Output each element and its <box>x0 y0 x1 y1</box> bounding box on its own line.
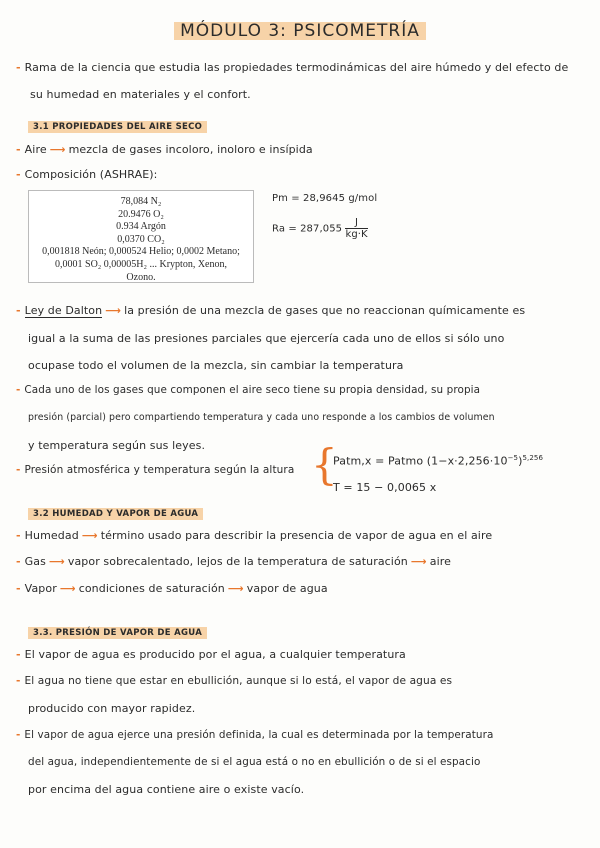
gases-line-1: - Cada uno de los gases que componen el aire seco tiene su propia densidad, su propia <box>16 384 481 396</box>
intro-line-2: su humedad en materiales y el confort. <box>30 88 251 101</box>
composition-line: 0,0370 CO₂ <box>117 233 165 245</box>
bullet-dash: - <box>16 648 21 661</box>
bullet-dash: - <box>16 529 21 542</box>
gas-constant: Ra = 287,055 $\frac{J}{kg\cdot K}$ <box>272 217 368 240</box>
arrow-icon: ⟶ <box>81 529 98 542</box>
gases-line-3: y temperatura según sus leyes. <box>28 439 206 452</box>
dalton-line-1: - Ley de Dalton ⟶ la presión de una mezcla de gases que no reaccionan químicamente es <box>16 304 526 317</box>
gas-definition: - Gas ⟶ vapor sobrecalentado, lejos de la temperatura de saturación ⟶ aire <box>16 555 451 568</box>
composition-line: 0.934 Argón <box>116 221 166 233</box>
bullet-dash: - <box>16 61 21 74</box>
title-text: MÓDULO 3: PSICOMETRÍA <box>174 22 426 40</box>
dalton-line-2: igual a la suma de las presiones parciales que ejercería cada uno de ellos si sólo uno <box>28 332 505 345</box>
composition-box <box>28 190 254 283</box>
bullet-dash: - <box>16 384 21 396</box>
composition-line: Ozono. <box>126 271 156 283</box>
bullet-dash: - <box>16 675 21 687</box>
bullet-dash: - <box>16 304 21 317</box>
page-title <box>0 21 600 41</box>
vapor-item-2-line-2: producido con mayor rapidez. <box>28 702 196 715</box>
composition-line: 78,084 N₂ <box>120 196 162 207</box>
arrow-icon: ⟶ <box>59 582 76 595</box>
arrow-icon: ⟶ <box>227 582 244 595</box>
composition-line: 0,001818 Neón; 0,000524 Helio; 0,0002 Metano; <box>42 246 240 258</box>
vapor-item-2-line-1: - El agua no tiene que estar en ebullición, aunque si lo está, el vapor de agua es <box>16 675 453 687</box>
composition-line: 0,0001 SO₂ 0,00005H₂ ... Krypton, Xenon, <box>55 258 227 270</box>
brace-icon: { <box>311 440 338 489</box>
aire-definition: - Aire ⟶ mezcla de gases incoloro, inoloro e insípida <box>16 143 313 156</box>
arrow-icon: ⟶ <box>105 304 122 317</box>
arrow-icon: ⟶ <box>49 143 66 156</box>
vapor-item-3-line-3: por encima del agua contiene aire o existe vacío. <box>28 783 305 796</box>
humedad-definition: - Humedad ⟶ término usado para describir la presencia de vapor de agua en el aire <box>16 529 493 542</box>
equation-pressure: Patm,x = Patmo $(1-x\cdot 2,256\cdot 10^{-5})^{5,256}$ <box>333 454 544 468</box>
section-heading-3-1: 3.1 PROPIEDADES DEL AIRE SECO <box>28 114 207 133</box>
equation-temperature: T = 15 − 0,0065 x <box>333 481 437 494</box>
bullet-dash: - <box>16 582 21 595</box>
gas-constant-unit: $\frac{J}{kg\cdot K}$ <box>345 217 368 240</box>
bullet-dash: - <box>16 143 21 156</box>
arrow-icon: ⟶ <box>48 555 65 568</box>
gases-line-2: presión (parcial) pero compartiendo temperatura y cada uno responde a los cambios de volumen <box>28 412 495 423</box>
composition-line: 20.9476 O₂ <box>118 208 164 220</box>
vapor-item-1: - El vapor de agua es producido por el agua, a cualquier temperatura <box>16 648 406 661</box>
intro-line-1: - Rama de la ciencia que estudia las propiedades termodinámicas del aire húmedo y del efecto de <box>16 61 569 74</box>
vapor-item-3-line-1: - El vapor de agua ejerce una presión definida, la cual es determinada por la temperatura <box>16 729 494 741</box>
section-heading-3-2: 3.2 HUMEDAD Y VAPOR DE AGUA <box>28 501 203 520</box>
dalton-term: Ley de Dalton <box>24 304 103 317</box>
dalton-line-3: ocupase todo el volumen de la mezcla, sin cambiar la temperatura <box>28 359 404 372</box>
vapor-item-3-line-2: del agua, independientemente de si el agua está o no en ebullición o de si el espacio <box>28 756 481 768</box>
vapor-definition: - Vapor ⟶ condiciones de saturación ⟶ vapor de agua <box>16 582 328 595</box>
bullet-dash: - <box>16 464 21 476</box>
section-heading-3-3: 3.3. PRESIÓN DE VAPOR DE AGUA <box>28 620 207 639</box>
bullet-dash: - <box>16 168 21 181</box>
molar-mass: Pm = 28,9645 g/mol <box>272 193 378 204</box>
bullet-dash: - <box>16 555 21 568</box>
composicion-label: - Composición (ASHRAE): <box>16 168 158 181</box>
bullet-dash: - <box>16 729 21 741</box>
arrow-icon: ⟶ <box>410 555 427 568</box>
altura-text: - Presión atmosférica y temperatura según la altura <box>16 464 295 476</box>
